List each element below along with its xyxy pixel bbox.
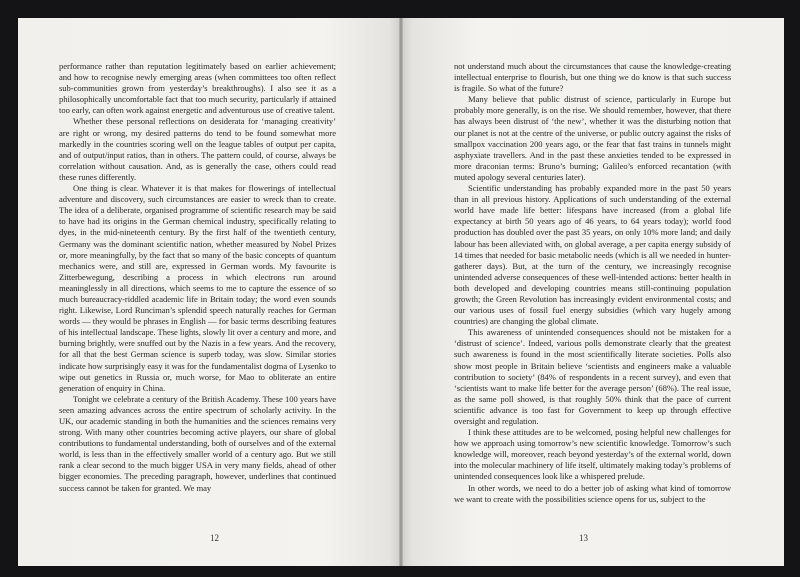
paragraph: Many believe that public distrust of science, particularly in Europe but probably more generally, is on the rise. We should remember, however, that there has always been distrust of ‘the new’, whether it was the disturbing notion that our planet is not at the centre of the universe, or public outcry against the risks of smallpox vaccination 200 years ago, or the fear that fast trains in tunnels might asphyxiate travellers. And in the past these anxieties tended to be expressed in more draconian terms: Bruno’s burning; Galileo’s enforced recantation (with muted apology several centuries later). xyxy=(454,94,731,182)
book-gutter xyxy=(399,18,403,566)
left-page-text xyxy=(59,61,336,494)
paragraph: Tonight we celebrate a century of the British Academy. These 100 years have seen amazing advances across the entire spectrum of scholarly activity. In the UK, our academic standing in both the humanities and the sciences remains very strong. With many other countries becoming active players, our share of global contributions to fundamental understanding, both of ourselves and of the external world, is less than in the effectively smaller world of a century ago. But we still rank a clear second to the much bigger USA in very many fields, ahead of other bigger economies. The preceding paragraph, however, underlines that continued success cannot be taken for granted. We may xyxy=(59,393,336,493)
paragraph: In other words, we need to do a better job of asking what kind of tomorrow we want to create with the possibilities science opens for us, subject to the xyxy=(454,482,731,504)
paragraph: One thing is clear. Whatever it is that makes for flowerings of intellectual adventure and discovery, such circumstances are easier to wreck than to create. The idea of a deliberate, organised programme of scientific research may be said to have had its origins in the German chemical industry, specifically relating to dyes, in the mid-nineteenth century. By the first half of the twentieth century, Germany was the dominant scientific nation, whether measured by Nobel Prizes or, more meaningfully, by the fact that so many of the basic concepts of quantum mechanics were, and still are, expressed in German words. My favourite is Zitterbewegung, describing a process in which electrons run around meaninglessly in all directions, which seems to me to capture the essence of so much bureaucracy-riddled academic life in Britain today; the word even sounds right. Likewise, Lord Runciman’s splendid speech naturally reaches for German words — they would be phrases in English — for basic terms describing features of his intellectual landscape. These lights, slowly lit over a century and more, and burning brightly, were snuffed out by the Nazis in a few years. And the recovery, for all that the best German science is superb today, was slow. Similar stories indicate how surprisingly easy it was for the fundamentalist dogma of Lysenko to wipe out genetics in Russia or, much worse, for Mao to obliterate an entire generation of enquiry in China. xyxy=(59,183,336,393)
book-spread xyxy=(18,18,784,566)
paragraph: performance rather than reputation legitimately based on earlier achievement; and how to recognise newly emerging areas (when committees too often reflect sub-communities grown from yesterday’s breakthroughs). I also see it as a philosophically uncomfortable fact that too much security, particularly if attained too early, can often work against energetic and adventurous use of creative talent. xyxy=(59,61,336,116)
right-page xyxy=(401,18,784,566)
left-page xyxy=(18,18,401,566)
paragraph: Scientific understanding has probably expanded more in the past 50 years than in all previous history. Applications of such understanding of the external world have made life better: lifespans have increased (from a global life expectancy at birth 50 years ago of 46 years, to 64 years today); world food production has doubled over the past 35 years, on only 10% more land; and daily labour has been alleviated with, on global average, a per capita energy subsidy of 14 times that needed for basic metabolic needs (which is all we needed in hunter-gatherer days). But, at the turn of the century, we increasingly recognise unintended adverse consequences of these well-intended actions: better health in both developed and developing countries means still-continuing population growth; the Green Revolution has increasingly evident environmental costs; and our various uses of fossil fuel energy subsidies (which vary hugely among countries) are changing the global climate. xyxy=(454,183,731,327)
page-number-left: 12 xyxy=(210,533,219,543)
paragraph: Whether these personal reflections on desiderata for ‘managing creativity’ are right or wrong, my desired patterns do tend to be found somewhat more markedly in the countries scoring well on the league tables of output per capita, and of output/input ratios, than in others. The pattern could, of course, always be correlation without causation. And, as is generally the case, others could read these runes differently. xyxy=(59,116,336,182)
paragraph: I think these attitudes are to be welcomed, posing helpful new challenges for how we approach using tomorrow’s new scientific knowledge. Tomorrow’s such knowledge will, moreover, reach beyond yesterday’s of the external world, down into the molecular machinery of life itself, ultimately making today’s problems of unintended consequences look like a whispered prelude. xyxy=(454,427,731,482)
right-page-text xyxy=(454,61,731,505)
paragraph: This awareness of unintended consequences should not be mistaken for a ‘distrust of science’. Indeed, various polls demonstrate clearly that the greatest such awareness is found in the most scientifically literate societies. Polls also show most people in Britain believe ‘scientists and engineers make a valuable contribution to society’ (84% of respondents in a recent survey), and even that ‘scientists want to make life better for the average person’ (68%). The real issue, as the same poll showed, is that roughly 50% think that the pace of current scientific advance is too fast for Government to keep up through effective oversight and regulation. xyxy=(454,327,731,426)
page-number-right: 13 xyxy=(579,533,588,543)
paragraph: not understand much about the circumstances that cause the knowledge-creating intellectual enterprise to flourish, but one thing we do know is that such success is fragile. So what of the future? xyxy=(454,61,731,94)
